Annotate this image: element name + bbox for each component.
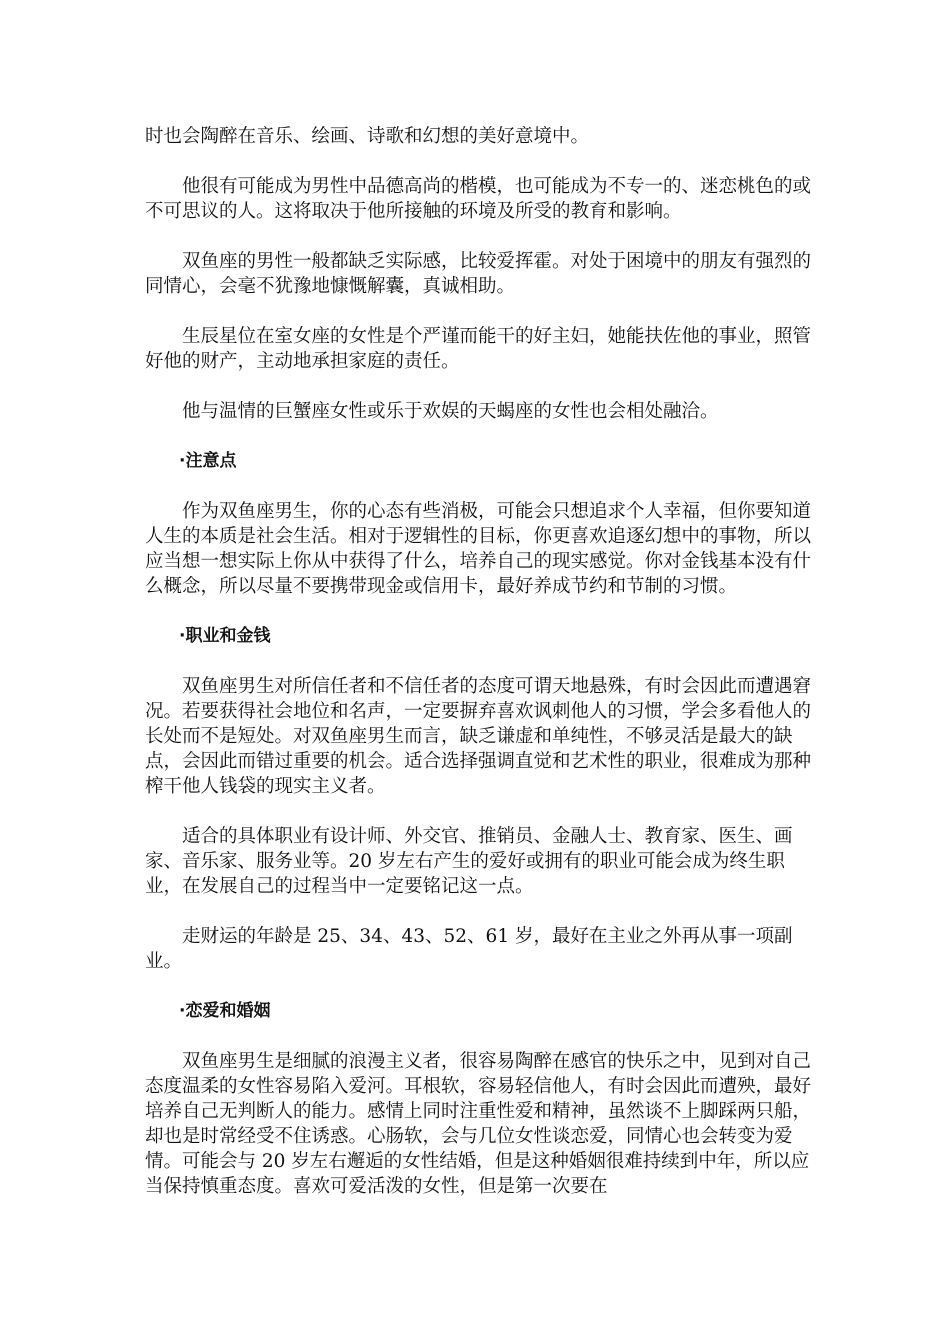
section-heading: ·恋爱和婚姻: [179, 1001, 271, 1021]
paragraph: 双鱼座男生是细腻的浪漫主义者，很容易陶醉在感官的快乐之中，见到对自己态度温柔的女性容易陷入爱河。耳根软，容易轻信他人，有时会因此而遭殃，最好培养自己无判断人的能力。感情上同时注重性爱和精神，虽然谈不上脚踩两只船，却也是时常经受不住诱惑。心肠软，会与几位女性谈恋爱，同情心也会转变为爱情。可能会与 20 岁左右邂逅的女性结婚，但是这种婚姻很难持续到中年，所以应当保持慎重态度。喜欢可爱活泼的女性，但是第一次要在: [145, 1051, 812, 1197]
paragraph: 他很有可能成为男性中品德高尚的楷模，也可能成为不专一的、迷恋桃色的或不可思议的人。这将取决于他所接触的环境及所受的教育和影响。: [145, 176, 812, 222]
section-heading: ·注意点: [179, 451, 237, 471]
paragraph: 他与温情的巨蟹座女性或乐于欢娱的天蝎座的女性也会相处融洽。: [182, 401, 719, 422]
paragraph: 双鱼座男生对所信任者和不信任者的态度可谓天地悬殊，有时会因此而遭遇窘况。若要获得社会地位和名声，一定要摒弃喜欢讽刺他人的习惯，学会多看他人的长处而不是短处。对双鱼座男生而言，缺乏谦虚和单纯性，不够灵活是最大的缺点，会因此而错过重要的机会。适合选择强调直觉和艺术性的职业，很难成为那种榨干他人钱袋的现实主义者。: [145, 676, 812, 797]
paragraph: 走财运的年龄是 25、34、43、52、61 岁，最好在主业之外再从事一项副业。: [145, 926, 793, 972]
paragraph: 适合的具体职业有设计师、外交官、推销员、金融人士、教育家、医生、画家、音乐家、服务业等。20 岁左右产生的爱好或拥有的职业可能会成为终生职业，在发展自己的过程当中一定要铭记这一点。: [145, 826, 793, 897]
paragraph: 生辰星位在室女座的女性是个严谨而能干的好主妇，她能扶佐他的事业，照管好他的财产，主动地承担家庭的责任。: [145, 326, 812, 372]
paragraph: 时也会陶醉在音乐、绘画、诗歌和幻想的美好意境中。: [145, 126, 590, 147]
paragraph: 作为双鱼座男生，你的心态有些消极，可能会只想追求个人幸福，但你要知道人生的本质是社会生活。相对于逻辑性的目标，你更喜欢追逐幻想中的事物，所以应当想一想实际上你从中获得了什么，培养自己的现实感觉。你对金钱基本没有什么概念，所以尽量不要携带现金或信用卡，最好养成节约和节制的习惯。: [145, 501, 812, 597]
document-body: [145, 124, 817, 1199]
paragraph: 双鱼座的男性一般都缺乏实际感，比较爱挥霍。对处于困境中的朋友有强烈的同情心，会毫不犹豫地慷慨解囊，真诚相助。: [145, 251, 812, 297]
section-heading: ·职业和金钱: [179, 626, 271, 646]
